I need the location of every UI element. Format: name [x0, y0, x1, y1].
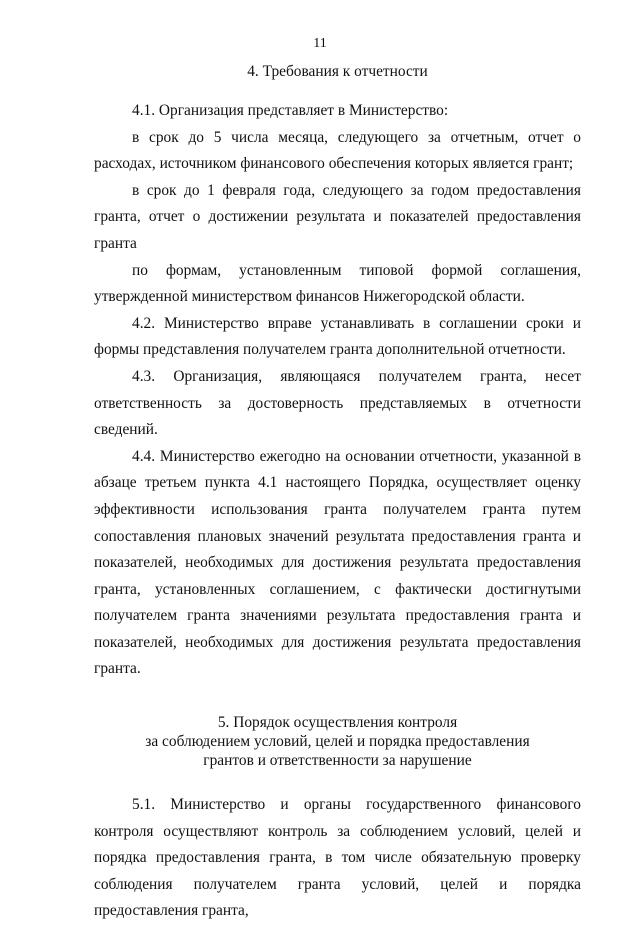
section-5-heading-line-3: грантов и ответственности за нарушение: [203, 752, 472, 770]
section-5-heading: [94, 713, 581, 770]
paragraph-4-1: 4.1. Организация представляет в Министерство:: [132, 102, 449, 119]
document-body: [94, 62, 581, 925]
paragraph-4-1-deadline-expenses: в срок до 5 числа месяца, следующего за отчетным, отчет о расходах, источником финансового обеспечения которых является грант;: [94, 128, 581, 173]
paragraph-4-3: 4.3. Организация, являющаяся получателем гранта, несет ответственность за достоверность представляемых в отчетности сведений.: [94, 367, 581, 439]
paragraph-4-1-forms: по формам, установленным типовой формой соглашения, утвержденной министерством финансов Нижегородской области.: [94, 261, 581, 306]
paragraph-4-2: 4.2. Министерство вправе устанавливать в соглашении сроки и формы представления получателем гранта дополнительной отчетности.: [94, 314, 581, 359]
section-5-heading-line-1: 5. Порядок осуществления контроля: [217, 714, 458, 732]
paragraph-5-1: 5.1. Министерство и органы государственного финансового контроля осуществляют контроль за соблюдением условий, целей и порядка предоставления гранта, в том числе обязательную проверку соблюдения получателем гранта условий, целей и порядка предоставления гранта,: [94, 796, 581, 920]
section-4-heading: 4. Требования к отчетности: [247, 63, 428, 80]
section-5-heading-line-2: за соблюдением условий, целей и порядка предоставления: [145, 733, 530, 751]
paragraph-4-4: 4.4. Министерство ежегодно на основании отчетности, указанной в абзаце третьем пункта 4.1 настоящего Порядка, осуществляет оценку эффективности использования гранта получателем гранта путем сопоставления плановых значений результата предоставления гранта и показателей, необходимых для достижения результата предоставления гранта, установленных соглашением, с фактически достигнутыми получателем гранта значениями результата предоставления гранта и показателей, необходимых для достижения результата предоставления гранта.: [94, 447, 581, 678]
page-number: 11: [313, 36, 327, 51]
paragraph-4-1-deadline-results: в срок до 1 февраля года, следующего за годом предоставления гранта, отчет о достижении результата и показателей предоставления гранта: [94, 181, 581, 252]
